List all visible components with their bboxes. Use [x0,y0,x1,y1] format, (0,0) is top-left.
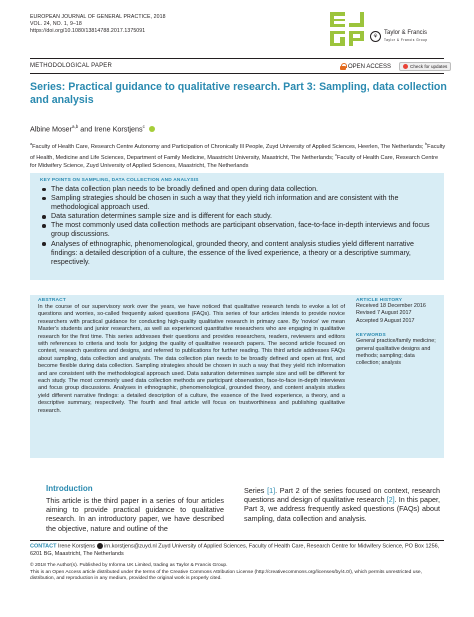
article-history-heading: ARTICLE HISTORY [356,298,403,303]
introduction-text-right [244,486,440,523]
ejgp-logo [330,12,364,46]
license-text: This is an Open Access article distributed under the terms of the Creative Commons Attribution License (http://creativecommons.org/licenses/by/4.0/), which permits unrestricted use, distribution, and reproduction in any medium, provided the original work is properly cited. [30,569,422,581]
contact-email[interactable]: irn.korstjens@zuyd.nl [104,543,157,550]
affiliation-c: Faculty of Health Care, Research Centre for Midwifery Science, Zuyd University of Applied Sciences, Maastricht, The Netherlands [30,155,439,170]
check-updates-button[interactable] [399,62,451,71]
publisher-logo [370,30,428,43]
reference-link[interactable]: [1] [267,486,276,495]
key-point: The most commonly used data collection methods are participant observation, face-to-face in-depth interviews and focus group discussions. [40,221,434,239]
copyright-notice [30,563,446,583]
affil-sup: a [30,142,33,146]
article-sidebar [356,298,438,368]
abstract-heading: ABSTRACT [38,298,66,303]
footer-rule [30,540,444,541]
abstract [38,298,345,415]
intro-fragment: Series [244,486,268,495]
affiliation-b: Faculty of Health, Medicine and Life Sciences, Department of Family Medicine, Maastricht University, Maastricht, The Netherlands; [30,143,446,162]
section-label: METHODOLOGICAL PAPER [30,63,113,69]
key-points-heading: KEY POINTS ON SAMPLING, DATA COLLECTION AND ANALYSIS [40,178,199,183]
author-joiner: and [80,124,93,134]
keywords-heading: KEYWORDS [356,333,386,339]
author-name: Irene Korstjens [94,124,143,134]
journal-volume: VOL. 24, NO. 1, 9–18 [30,21,82,27]
crossmark-icon [403,64,408,69]
key-point: Analyses of ethnographic, phenomenological, grounded theory, and content analysis studies yield different narrative findings: a detailed description of a culture, the essence of the lived experience, a theory or a descriptive summary, respectively. [40,240,434,267]
email-icon [97,543,103,549]
contact-info [30,543,446,558]
author-sup: c [142,124,145,129]
affiliation-a: Faculty of Health Care, Research Centre Autonomy and Participation of Chronically Ill People, Zuyd University of Applied Sciences, Heerlen, The Netherlands; [32,143,424,150]
open-lock-icon [340,63,346,70]
contact-address: Zuyd University of Applied Sciences, Faculty of Health Care, Research Centre for Midwifery Science, PO Box 1256, 6201 BG, Maastricht, The Netherlands [30,543,440,557]
author-name: Albine Moser [30,124,72,134]
publisher-name: Taylor & Francis [384,30,428,36]
journal-header [30,14,166,35]
author-line [30,124,155,133]
contact-label: CONTACT [30,543,57,550]
revised-date: Revised 7 August 2017 [356,310,412,317]
introduction-heading: Introduction [46,484,93,493]
affil-sup: b [425,142,428,146]
affil-sup: c [335,153,338,158]
keywords-text: General practice/family medicine; general qualitative designs and methods; sampling; data collection; analysis [356,338,436,367]
abstract-text: In the course of our supervisory work over the years, we have noticed that qualitative research tends to evoke a lot of questions and worries, so-called frequently asked questions (FAQs). This series of four articles intends to provide novice researchers with practical guidance for conducting high-quality qualitative research in primary care. By 'novice' we mean Master's students and junior researchers, as well as experienced quantitative researchers who are engaging in qualitative research for the first time. This series addresses their questions and provides researchers, readers, reviewers and editors with references to criteria and tools for judging the quality of qualitative research papers. The second article focused on context, research questions and designs, and referred to publications for further reading. This third article addresses FAQs about sampling, data collection and analysis. The data collection plan needs to be broadly defined and open at first, and become flexible during data collection. Sampling strategies should be chosen in such a way that they yield rich information and are consistent with the methodological approach used. Data saturation determines sample size and will be different for each study. The most commonly used data collection methods are participant observation, face-to-face in-depth interviews and focus group discussions. Analyses in ethnographic, phenomenological, grounded theory, and content analysis studies yield different narrative findings: a detailed description of a culture, the essence of the lived experience, a theory, and a descriptive summary, respectively. The fourth and final article will focus on trustworthiness and publishing qualitative research. [38,304,345,414]
key-points-box [30,173,444,280]
copyright-line: © 2018 The Author(s). Published by Informa UK Limited, trading as Taylor & Francis Group. [30,563,228,568]
affiliations [30,140,446,171]
accepted-date: Accepted 9 August 2017 [356,317,415,324]
key-points-list [40,185,434,267]
intro-fragment: . In this paper, Part 3, we address frequently asked questions (FAQs) about sampling, data collection and analysis. [244,495,440,523]
author-sup: a,b [71,124,79,129]
orcid-icon[interactable] [149,126,155,132]
open-access-label: OPEN ACCESS [348,63,392,70]
header-rule-top [30,58,444,59]
key-point: The data collection plan needs to be broadly defined and open during data collection. [40,185,434,194]
key-point: Data saturation determines sample size and is different for each study. [40,212,434,221]
key-point: Sampling strategies should be chosen in such a way that they yield rich information and are consistent with the methodological approach used. [40,194,434,212]
open-access-badge [340,62,451,71]
reference-link[interactable]: [2] [386,495,395,505]
check-updates-label: Check for updates [410,64,448,69]
article-title: Series: Practical guidance to qualitative research. Part 3: Sampling, data collection and analysis [30,81,447,106]
header-rule-bottom [30,73,444,74]
contact-name: Irene Korstjens [58,543,96,550]
introduction-text-left: This article is the third paper in a series of four articles aiming to provide practical guidance to qualitative research. In an introductory paper, we have described the objective, nature and outline of the [46,496,224,533]
publisher-group: Taylor & Francis Group [384,38,428,42]
received-date: Received 18 December 2016 [356,303,426,309]
doi-link[interactable]: https://doi.org/10.1080/13814788.2017.1375091 [30,28,146,34]
journal-name: EUROPEAN JOURNAL OF GENERAL PRACTICE, 2018 [30,14,166,20]
intro-fragment: . Part 2 of the series focused on context, research questions and design of qualitative research [244,486,441,505]
publisher-emblem-icon: ⚘ [370,31,381,42]
